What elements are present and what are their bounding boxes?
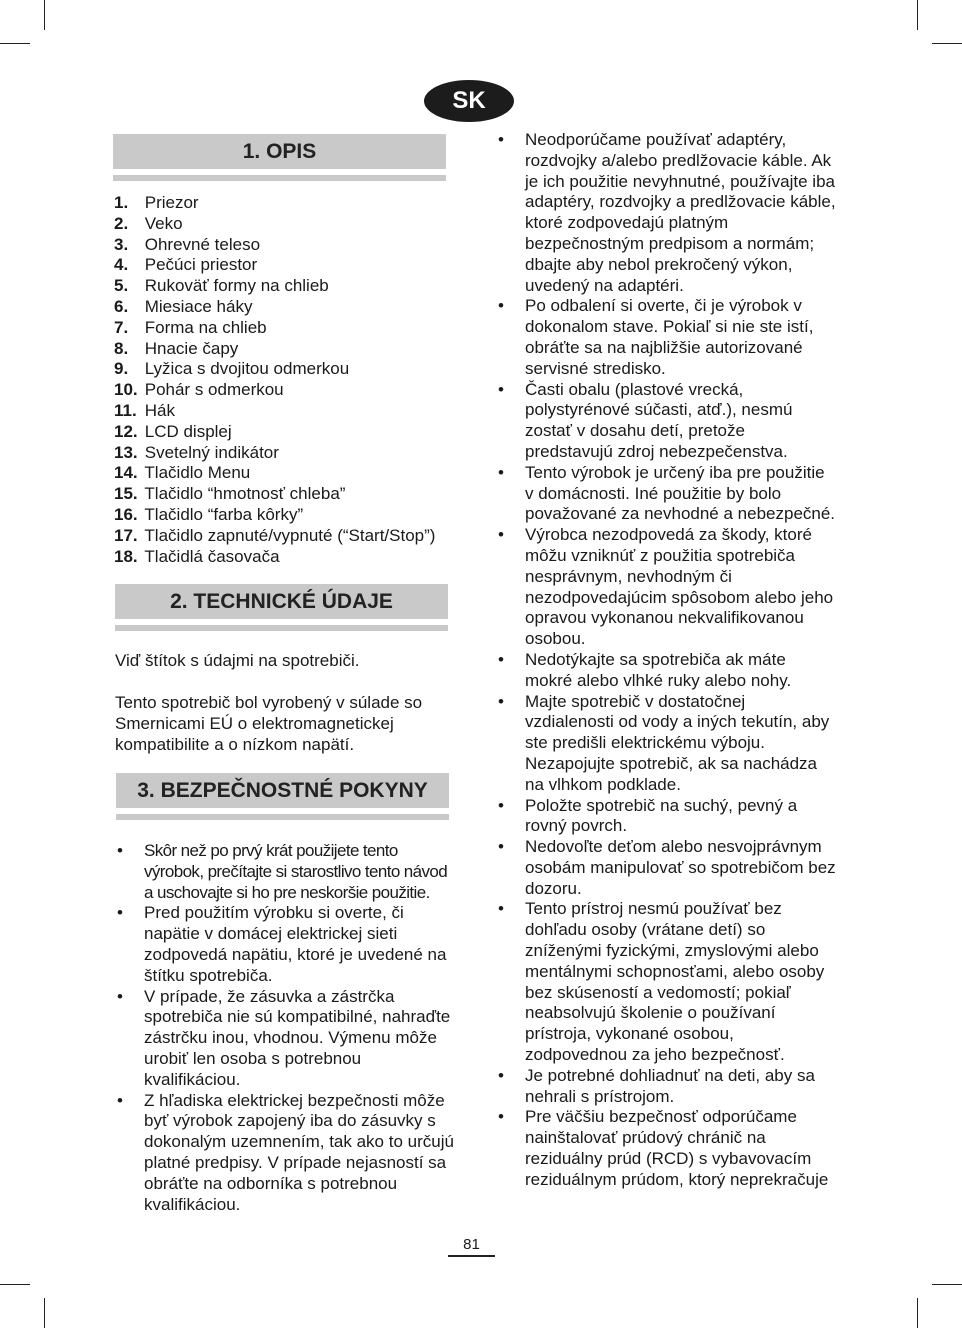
- list-item: • Neodporúčame používať adaptéry, rozdvojky a/alebo predlžovacie káble. Ak je ich použitie nevyhnutné, používajte iba adaptéry, rozdvojky a predlžovacie káble, ktoré zodpovedajú platným bezpečnostným predpisom a normám; dbajte aby nebol prekročený výkon, uvedený na adaptéri.: [496, 130, 836, 296]
- list-item: 7. Forma na chlieb: [114, 317, 267, 337]
- list-item: 11. Hák: [114, 400, 175, 420]
- list-item: • Položte spotrebič na suchý, pevný a rovný povrch.: [496, 796, 836, 838]
- crop-mark: [44, 0, 45, 30]
- list-item: • Pre väčšiu bezpečnosť odporúčame nainštalovať prúdový chránič na reziduálny prúd (RCD) s vybavovacím reziduálnym prúdom, ktorý neprekračuje: [496, 1107, 836, 1190]
- page-number: 81: [448, 1236, 495, 1257]
- list-item: 13. Svetelný indikátor: [114, 442, 279, 462]
- section-heading-description: [113, 134, 446, 181]
- section-title: 1. OPIS: [113, 134, 446, 169]
- list-item: • Nedovoľte deťom alebo nesvojprávnym osobám manipulovať so spotrebičom bez dozoru.: [496, 837, 836, 899]
- list-item: • Je potrebné dohliadnuť na deti, aby sa nehrali s prístrojom.: [496, 1066, 836, 1108]
- parts-list: [114, 193, 435, 567]
- list-item: • Časti obalu (plastové vrecká, polystyrénové súčasti, atď.), nesmú zostať v dosahu detí, pretože predstavujú zdroj nebezpečenstva.: [496, 380, 836, 463]
- list-item: • Nedotýkajte sa spotrebiča ak máte mokré alebo vlhké ruky alebo nohy.: [496, 650, 836, 692]
- list-item: 4. Pečúci priestor: [114, 255, 258, 275]
- list-item: 5. Rukoväť formy na chlieb: [114, 276, 329, 296]
- section-heading-technical: [115, 584, 448, 631]
- crop-mark: [0, 43, 30, 44]
- list-item: 1. Priezor: [114, 193, 199, 212]
- list-item: 12. LCD displej: [114, 421, 232, 441]
- crop-mark: [917, 1298, 918, 1328]
- section-title: 2. TECHNICKÉ ÚDAJE: [115, 584, 448, 619]
- safety-list-right: [496, 130, 836, 1191]
- list-item: • Po odbalení si overte, či je výrobok v dokonalom stave. Pokiaľ si nie ste istí, obráťte sa na najbližšie autorizované servisné stredisko.: [496, 296, 836, 379]
- section-rule: [113, 175, 446, 181]
- list-item: 2. Veko: [114, 213, 183, 233]
- list-item: 6. Miesiace háky: [114, 296, 253, 316]
- list-item: • Z hľadiska elektrickej bezpečnosti môže byť výrobok zapojený iba do zásuvky s dokonalým uzemnením, tak ako to určujú platné predpisy. V prípade nejasností sa obráťte na odborníka s potrebnou kvalifikáciou.: [115, 1091, 457, 1216]
- list-item: 15. Tlačidlo “hmotnosť chleba”: [114, 484, 346, 504]
- crop-mark: [44, 1298, 45, 1328]
- list-item: • Výrobca nezodpovedá za škody, ktoré môžu vzniknúť z použitia spotrebiča nesprávnym, nevhodným či nezodpovedajúcim spôsobom alebo jeho opravou vykonanou nekvalifikovanou osobou.: [496, 525, 836, 650]
- crop-mark: [917, 0, 918, 30]
- list-item: • Tento výrobok je určený iba pre použitie v domácnosti. Iné použitie by bolo považované za nevhodné a nebezpečné.: [496, 463, 836, 525]
- list-item: 3. Ohrevné teleso: [114, 234, 261, 254]
- list-item: 17. Tlačidlo zapnuté/vypnuté (“Start/Stop”): [114, 525, 436, 545]
- list-item: 10. Pohár s odmerkou: [114, 380, 284, 400]
- list-item: 16. Tlačidlo “farba kôrky”: [114, 504, 304, 524]
- safety-list-left: [115, 841, 457, 1215]
- technical-label-note: Viď štítok s údajmi na spotrebiči.: [115, 651, 360, 670]
- list-item: • Tento prístroj nesmú používať bez dohľadu osoby (vrátane detí) so zníženými fyzickými, zmyslovými alebo mentálnymi schopnosťami, alebo osoby bez skúseností a vedomostí; pokiaľ neabsolvujú školenie o používaní prístroja, vykonané osobou, zodpovednou za jeho bezpečnosť.: [496, 899, 836, 1065]
- section-rule: [116, 814, 449, 820]
- section-heading-safety: [116, 773, 449, 820]
- list-item: 8. Hnacie čapy: [114, 338, 239, 358]
- section-title: 3. BEZPEČNOSTNÉ POKYNY: [116, 773, 449, 808]
- list-item: 14. Tlačidlo Menu: [114, 463, 251, 483]
- crop-mark: [0, 1284, 30, 1285]
- list-item: • Pred použitím výrobku si overte, či napätie v domácej elektrickej sieti zodpovedá napätiu, ktoré je uvedené na štítku spotrebiča.: [115, 903, 457, 986]
- list-item: • V prípade, že zásuvka a zástrčka spotrebiča nie sú kompatibilné, nahraďte zástrčku inou, vhodnou. Výmenu môže urobiť len osoba s potrebnou kvalifikáciou.: [115, 987, 457, 1091]
- list-item: 18. Tlačidlá časovača: [114, 546, 280, 566]
- list-item: • Majte spotrebič v dostatočnej vzdialenosti od vody a iných tekutín, aby ste predišli elektrickému výboju. Nezapojujte spotrebič, ak sa nachádza na vlhkom podklade.: [496, 692, 836, 796]
- list-item: • Skôr než po prvý krát použijete tento výrobok, prečítajte si starostlivo tento návod a uschovajte si ho pre neskoršie použitie.: [115, 841, 457, 903]
- section-rule: [115, 625, 448, 631]
- crop-mark: [932, 43, 962, 44]
- crop-mark: [932, 1284, 962, 1285]
- list-item: 9. Lyžica s dvojitou odmerkou: [114, 359, 350, 379]
- language-badge: SK: [424, 80, 514, 122]
- technical-compliance-note: Tento spotrebič bol vyrobený v súlade so Smernicami EÚ o elektromagnetickej kompatibilite a o nízkom napätí.: [115, 693, 423, 754]
